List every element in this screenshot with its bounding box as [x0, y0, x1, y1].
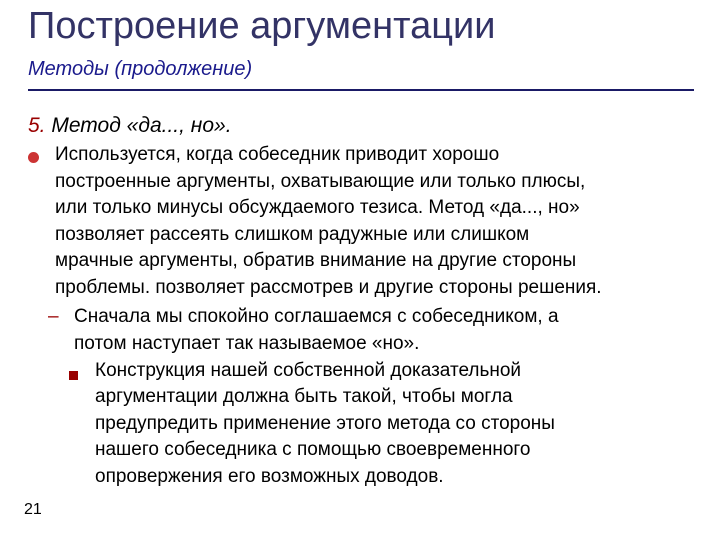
- sub-sub-bullet-line: Конструкция нашей собственной доказательной: [95, 360, 522, 381]
- sub-sub-bullet-line: нашего собеседника с помощью своевременного: [95, 439, 531, 461]
- bullet-dot-icon: [28, 152, 39, 163]
- slide-number: 21: [24, 501, 42, 518]
- method-number: 5.: [28, 114, 46, 137]
- bullet-line: мрачные аргументы, обратив внимание на другие стороны: [55, 250, 577, 272]
- square-bullet-icon: [69, 371, 78, 380]
- title-divider: [28, 89, 694, 91]
- sub-sub-bullet-line: аргументации должна быть такой, чтобы могла: [95, 386, 513, 408]
- sub-bullet-line: Сначала мы спокойно соглашаемся с собеседником, а: [74, 306, 559, 327]
- bullet-line: построенные аргументы, охватывающие или только плюсы,: [55, 170, 586, 192]
- bullet-line: позволяет рассеять слишком радужные или слишком: [55, 223, 530, 245]
- bullet-line: Используется, когда собеседник приводит хорошо: [55, 144, 500, 165]
- bullet-line: проблемы. позволяет рассмотрев и другие стороны решения.: [55, 276, 602, 298]
- method-heading: [28, 113, 232, 139]
- sub-bullet-text: [74, 304, 694, 357]
- bullet-text: [55, 142, 705, 302]
- slide-subtitle: Методы (продолжение): [28, 58, 253, 80]
- dash-bullet-icon: –: [48, 306, 59, 327]
- sub-sub-bullet-line: опровержения его возможных доводов.: [95, 465, 444, 487]
- sub-sub-bullet-line: предупредить применение этого метода со стороны: [95, 412, 555, 434]
- sub-sub-bullet-text: [95, 358, 695, 490]
- bullet-line: или только минусы обсуждаемого тезиса. Метод «да..., но»: [55, 197, 580, 219]
- slide-title: Построение аргументации: [28, 5, 496, 47]
- sub-bullet-line: потом наступает так называемое «но».: [74, 332, 420, 354]
- method-title: Метод «да..., но».: [45, 114, 232, 137]
